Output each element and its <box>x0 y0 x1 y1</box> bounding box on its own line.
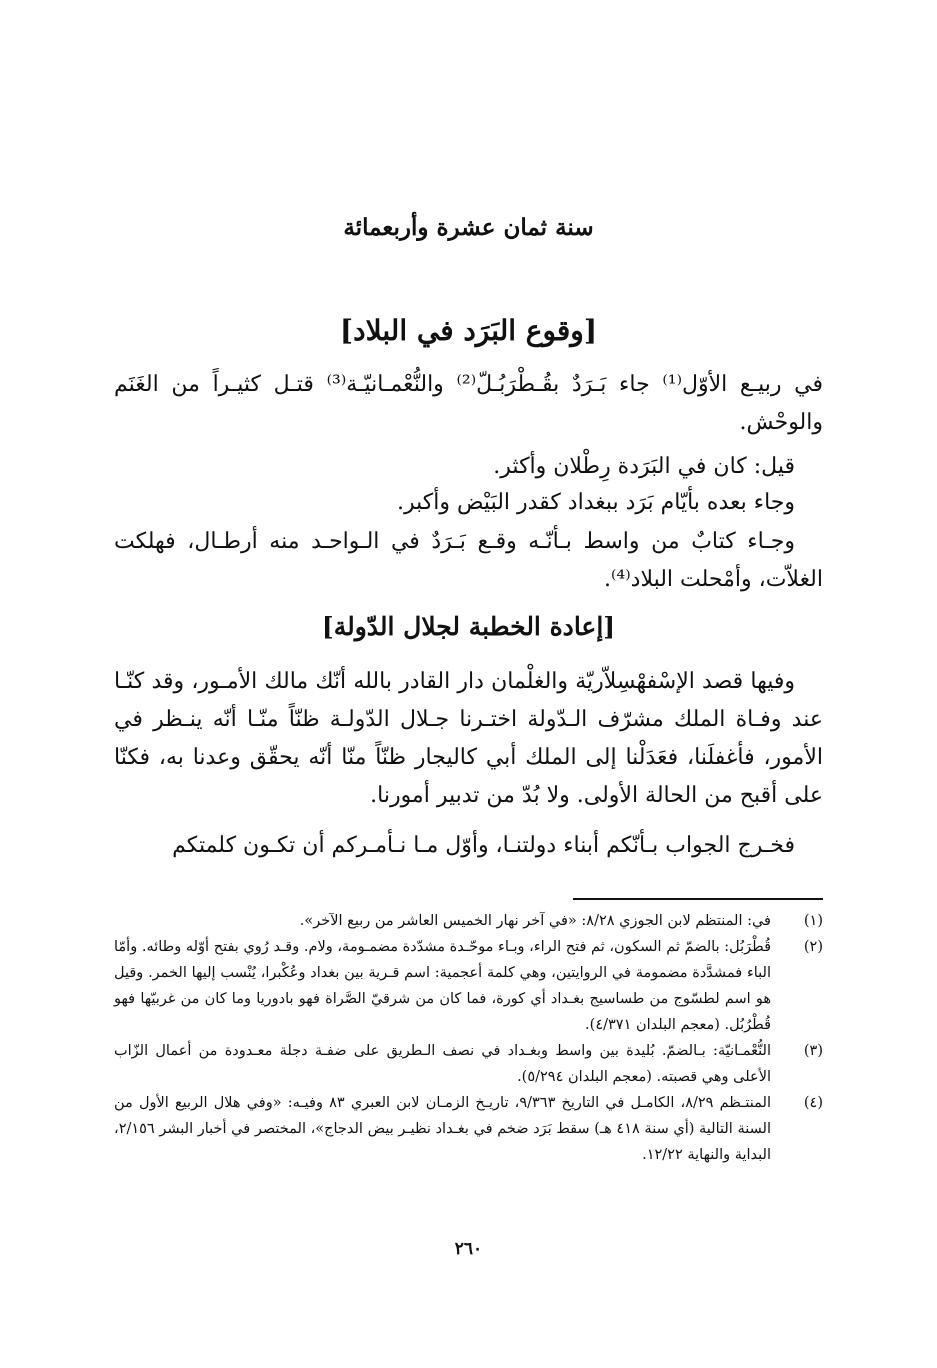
chapter-title: سنة ثمان عشرة وأربعمائة <box>343 214 594 241</box>
paragraph-hail-baghdad: وجاء بعده بأيّام بَرَد ببغداد كقدر البَيْض وأكبر. <box>397 490 795 515</box>
footnote-4 <box>114 1090 823 1168</box>
footnote-text: في: المنتظم لابن الجوزي ٨/٢٨: «في آخر نهار الخميس العاشر من ربيع الآخر». <box>299 913 771 929</box>
section-heading-khutba: [إعادة الخطبة لجلال الدّولة] <box>321 612 616 641</box>
footnote-number: (٣) <box>803 1043 823 1059</box>
footnote-text: النُّعْمـانيّة: بـالضمّ. بُليدة بين واسط وبغـداد في نصف الـطريق على ضفـة دجلة معـدودة من أعمال الزّاب الأعلى وهي قصبته. (معجم البلدان ٥/٢٩٤). <box>114 1043 771 1085</box>
paragraph-hail-intro: في ربيـع الأوّل⁽¹⁾ جاء بَـرَدٌ بقُـطْرَبُـلّ⁽²⁾ والنُّعْمـانيّـة⁽³⁾ قتـل كثيـراً من الغَنَم والوحْش. <box>114 372 823 435</box>
section-heading-hail: [وقوع البَرَد في البلاد] <box>339 314 598 347</box>
footnote-2 <box>114 934 823 1038</box>
page-number: ٢٦٠ <box>454 1239 483 1259</box>
paragraph-khutba-answer: فخـرج الجواب بـأنّكم أبناء دولتنـا، وأوّل مـا نـأمـركم أن تكـون كلمتكم <box>172 833 795 858</box>
footnote-number: (١) <box>803 913 823 929</box>
paragraph-hail-weight: قيل: كان في البَرَدة رِطْلان وأكثر. <box>493 454 795 479</box>
footnote-1 <box>114 908 823 934</box>
footnote-text: قُطْرَبُل: بالضمّ ثم السكون، ثم فتح الراء، وبـاء موحّـدة مشدّدة مضمـومة، ولام. وقـد رُوي بفتح أوّله وطائه. وأمّا الباء فمشدَّدة مضمومة في الروايتين، وهي كلمة أعجمية: اسم قـرية بين بغداد وعُكْبرا، يُنْسب إليها الخمر. وقيل هو اسم لطسّوج من طساسيج بغـداد أي كورة، فما كان من شرقيّ الصَّراة فهو بادوريا وما كان من غربيّها فهو قُطْرُبُل. (معجم البلدان ٤/٣٧١). <box>114 939 771 1033</box>
footnote-number: (٢) <box>803 939 823 955</box>
footnote-divider <box>573 898 823 900</box>
footnote-3 <box>114 1038 823 1090</box>
paragraph-hail-wasit: وجـاء كتابٌ من واسط بـأنّـه وقـع بَـرَدٌ في الـواحـد منه أرطـال، فهلكت الغلاّت، وأمْحلت البلاد⁽⁴⁾. <box>114 529 823 592</box>
paragraph-khutba-request: وفيها قصد الإسْفهْسِلاّريّة والغلْمان دار القادر بالله أنّك مالك الأمـور، وقد كنّـا عند وفـاة الملك مشرّف الـدّولة اختـرنا جـلال الدّولـة ظنّاً منّـا أنّه ينـظر في الأمور، فأغفلَنا، فعَدَلْنا إلى الملك أبي كاليجار ظنّاً منّا أنّه يحقّق وعدنا به، فكنّا على أقبح من الحالة الأولى. ولا بُدّ من تدبير أمورنا. <box>114 669 823 808</box>
footnote-text: المنتـظم ٨/٢٩، الكامـل في التاريخ ٩/٣٦٣، تاريـخ الزمـان لابن العبري ٨٣ وفيـه: «وفي هلال الربيع الأول من السنة التالية (أي سنة ٤١٨ هـ) سقط بَرَد ضخم في بغـداد نظيـر بيض الدجاج»، المختصر في أخبار البشر ٢/١٥٦، البداية والنهاية ١٢/٢٢. <box>114 1095 772 1163</box>
footnotes <box>114 908 823 1168</box>
footnote-number: (٤) <box>803 1095 823 1111</box>
